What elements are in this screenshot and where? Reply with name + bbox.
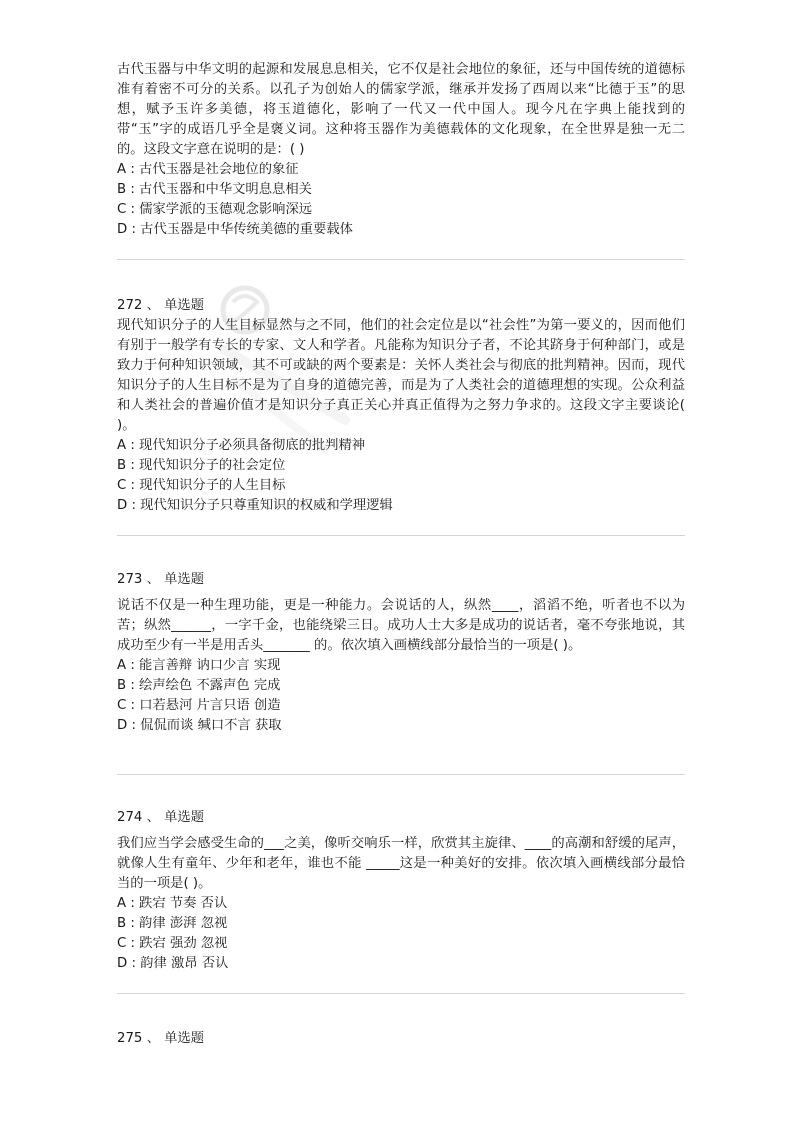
question-274 [117, 808, 685, 974]
divider [117, 259, 685, 260]
question-275 [117, 1029, 685, 1049]
question-271-option-a[interactable]: A : 古代玉器是社会地位的象征 [117, 162, 299, 177]
question-271-option-b[interactable]: B : 古代玉器和中华文明息息相关 [117, 182, 312, 197]
question-274-option-b[interactable]: B : 韵律 澎湃 忽视 [117, 916, 228, 931]
question-271-text: 古代玉器与中华文明的起源和发展息息相关，它不仅是社会地位的象征，还与中国传统的道德标准有着密不可分的关系。以孔子为创始人的儒家学派，继承并发扬了西周以来“比德于玉”的思想，赋予玉许多美德，将玉道德化，影响了一代又一代中国人。现今凡在字典上能找到的带“玉”字的成语几乎全是褒义词。这种将玉器作为美德载体的文化现象，在全世界是独一无二的。这段文字意在说明的是：( ) [117, 62, 685, 157]
question-272-option-c[interactable]: C : 现代知识分子的人生目标 [117, 478, 286, 493]
question-272 [117, 296, 685, 516]
divider [117, 774, 685, 775]
question-272-option-a[interactable]: A : 现代知识分子必须具备彻底的批判精神 [117, 438, 366, 453]
question-272-heading: 272 、 单选题 [117, 298, 205, 313]
question-272-option-b[interactable]: B : 现代知识分子的社会定位 [117, 458, 286, 473]
question-272-option-d[interactable]: D : 现代知识分子只尊重知识的权威和学理逻辑 [117, 498, 393, 513]
question-271-option-d[interactable]: D : 古代玉器是中华传统美德的重要载体 [117, 222, 353, 237]
question-273-option-a[interactable]: A : 能言善辩 讷口少言 实现 [117, 658, 281, 673]
question-274-text: 我们应当学会感受生命的___之美，像听交响乐一样，欣赏其主旋律、____的高潮和舒缓的尾声，就像人生有童年、少年和老年，谁也不能 _____这是一种美好的安排。依次填入画横线部分最恰当的一项是( )。 [117, 836, 685, 891]
question-274-option-d[interactable]: D : 韵律 激昂 否认 [117, 956, 229, 971]
question-273-heading: 273 、 单选题 [117, 572, 205, 587]
question-273 [117, 570, 685, 736]
question-274-option-c[interactable]: C : 跌宕 强劲 忽视 [117, 936, 228, 951]
question-271 [117, 60, 685, 240]
question-271-option-c[interactable]: C : 儒家学派的玉德观念影响深远 [117, 202, 313, 217]
question-273-option-c[interactable]: C : 口若悬河 片言只语 创造 [117, 698, 281, 713]
divider [117, 535, 685, 536]
question-272-text: 现代知识分子的人生目标显然与之不同，他们的社会定位是以“社会性”为第一要义的，因而他们有别于一般学有专长的专家、文人和学者。凡能称为知识分子者，不论其跻身于何种部门，或是致力于何种知识领域，其不可或缺的两个要素是：关怀人类社会与彻底的批判精神。因而，现代知识分子的人生目标不是为了自身的道德完善，而是为了人类社会的道德理想的实现。公众利益和人类社会的普遍价值才是知识分子真正关心并真正值得为之努力争求的。这段文字主要谈论( )。 [117, 318, 685, 433]
question-275-heading: 275 、 单选题 [117, 1031, 205, 1046]
question-273-option-b[interactable]: B : 绘声绘色 不露声色 完成 [117, 678, 281, 693]
question-274-option-a[interactable]: A : 跌宕 节奏 否认 [117, 896, 228, 911]
divider [117, 993, 685, 994]
question-274-heading: 274 、 单选题 [117, 810, 205, 825]
question-273-option-d[interactable]: D : 侃侃而谈 缄口不言 获取 [117, 718, 282, 733]
question-273-text: 说话不仅是一种生理功能，更是一种能力。会说话的人，纵然____，滔滔不绝，听者也不以为苦；纵然______，一字千金，也能绕梁三日。成功人士大多是成功的说话者，毫不夸张地说，其成功至少有一半是用舌头_______ 的。依次填入画横线部分最恰当的一项是( )。 [117, 598, 685, 653]
